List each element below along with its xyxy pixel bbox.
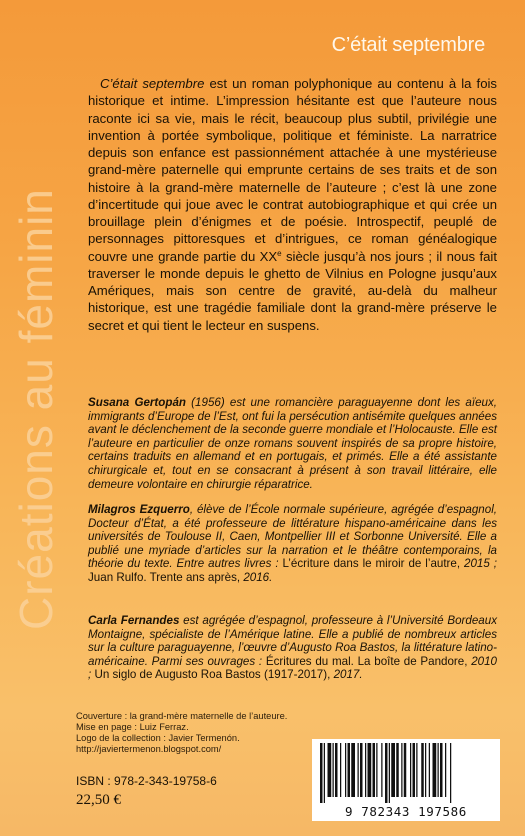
barcode-bar (401, 743, 402, 797)
barcode-bar (328, 743, 332, 797)
barcode-bar (445, 743, 446, 797)
book-title: C’était septembre (331, 34, 485, 56)
summary-lead-title: C’était septembre (100, 76, 205, 91)
barcode-bar (429, 743, 430, 797)
cotranslator-book-1: Écritures du mal. La boîte de Pandore, (265, 654, 472, 668)
author-bio (88, 396, 497, 491)
barcode-bar (421, 743, 424, 797)
barcode-bar (348, 743, 351, 797)
translator-bio (88, 503, 497, 585)
credit-logo: Logo de la collection : Javier Termenón. (76, 733, 240, 743)
cotranslator-book-2-year: 2017. (333, 668, 363, 682)
series-label: Créations au féminin (10, 188, 62, 630)
barcode-bar (320, 743, 323, 803)
credit-layout: Mise en page : Luiz Ferraz. (76, 722, 189, 732)
barcode-bar (425, 743, 426, 797)
barcode-digits: 9 782343 197586 (345, 804, 467, 819)
cotranslator-bio-text: est agrégée d’espagnol, professeure à l’Université Bordeaux Montaigne, spécialiste de l’Amérique latine. Elle a publié de nombreux articles sur la culture paraguayenne, l’œuvre d’Augusto Roa Bastos, la littérature latino-américaine. Parmi ses ouvrages : (88, 614, 497, 668)
translator-book-2: Juan Rulfo. Trente ans après, (88, 570, 244, 584)
barcode (312, 739, 500, 821)
author-bio-text: (1956) est une romancière paraguayenne dont les aïeux, immigrants d’Europe de l’Est, ont fui la persécution antisémite quelques années avant le déclenchement de la seconde guerre mondiale et l’Holocauste. Elle est l’auteure en particulier de onze romans souvent inspirés de sa propre histoire, certains traduits en allemand et en portugais, et primés. Elle a été assistante chirurgicale et, tout en se consacrant à présent à son travail littéraire, elle demeure volontaire en chirurgie réparatrice. (88, 396, 497, 491)
cotranslator-book-2: Un siglo de Augusto Roa Bastos (1917-2017), (94, 668, 334, 682)
translator-book-1-year: 2015 ; (464, 557, 497, 571)
barcode-bar (410, 743, 411, 797)
barcode-bar (376, 743, 377, 797)
translator-name: Milagros Ezquerro (88, 503, 190, 516)
summary-text-2: siècle jusqu’à nos jours ; il nous fait traverser le monde depuis le ghetto de Vilnius en Pologne jusqu’aux Amériques, mais son centre de gravité, au-delà du malheur historique, est une tragédie familiale dont la grand-mère préserve le secret et qui tient le lecteur en suspens. (88, 248, 497, 333)
barcode-bar (373, 743, 376, 797)
barcode-bar (351, 743, 355, 797)
credit-cover: Couverture : la grand-mère maternelle de l’auteure. (76, 711, 288, 721)
translator-book-1: L’écriture dans le miroir de l’autre, (282, 557, 465, 571)
barcode-bar (385, 743, 388, 803)
barcode-bar (433, 743, 437, 797)
series-name (0, 0, 70, 640)
barcode-bar (368, 743, 372, 797)
barcode-bar (404, 743, 407, 797)
summary-text-1: est un roman polyphonique au contenu à la fois historique et intime. L’impression hésitante est que l’auteure nous raconte ici sa vie, mais le récit, beaucoup plus subtil, privilégie une invention à portée symbolique, politique et féministe. La narratrice depuis son enfance est passionnément attachée à une mystérieuse grand-mère paternelle qui emprunte certains de ses traits et de son histoire à la grand-mère maternelle de l’auteure ; c’est là une zone d’incertitude qui joue avec le contrat autobiographique et qui crée un brouillage plein d’énigmes et de poésie. Introspectif, peuplé de personnages pittoresques et d’intrigues, ce roman généalogique couvre une grande partie du XX (88, 76, 497, 264)
cotranslator-name: Carla Fernandes (88, 614, 180, 627)
barcode-bar (335, 743, 338, 797)
barcode-bar (389, 743, 390, 803)
translator-bio-text: , élève de l’École normale supérieure, agrégée d’espagnol, Docteur d’État, a été professeure de littérature hispano-américaine dans les universités de Toulouse II, Caen, Montpellier III et Sorbonne Université. Elle a publié une myriade d’articles sur la narration et le théâtre contemporains, la théorie du texte. Entre autres livres : (88, 503, 497, 571)
author-name: Susana Gertopán (88, 396, 186, 409)
barcode-bar (396, 743, 399, 797)
barcode-bar (365, 743, 366, 797)
barcode-bar (438, 743, 439, 797)
cotranslator-bio (88, 614, 497, 682)
barcode-bar (413, 743, 416, 797)
barcode-bars (318, 743, 494, 803)
summary-superscript: e (277, 248, 282, 258)
credits (76, 711, 287, 755)
barcode-bar (358, 743, 359, 797)
barcode-bar (450, 743, 451, 803)
barcode-bar (345, 743, 346, 797)
translator-book-2-year: 2016. (243, 570, 273, 584)
cotranslator-book-1-year: 2010 ; (88, 654, 497, 682)
barcode-bar (324, 743, 325, 803)
barcode-bar (333, 743, 334, 797)
isbn: ISBN : 978-2-343-19758-6 (76, 774, 217, 788)
barcode-bar (340, 743, 341, 797)
barcode-bar (416, 743, 417, 797)
back-cover-summary (88, 75, 497, 334)
barcode-bar (381, 743, 382, 797)
credit-url[interactable]: http://javiertermenon.blogspot.com/ (76, 744, 222, 754)
barcode-bar (440, 743, 443, 797)
barcode-bar (360, 743, 363, 797)
barcode-bar (391, 743, 395, 797)
price: 22,50 € (76, 792, 121, 808)
